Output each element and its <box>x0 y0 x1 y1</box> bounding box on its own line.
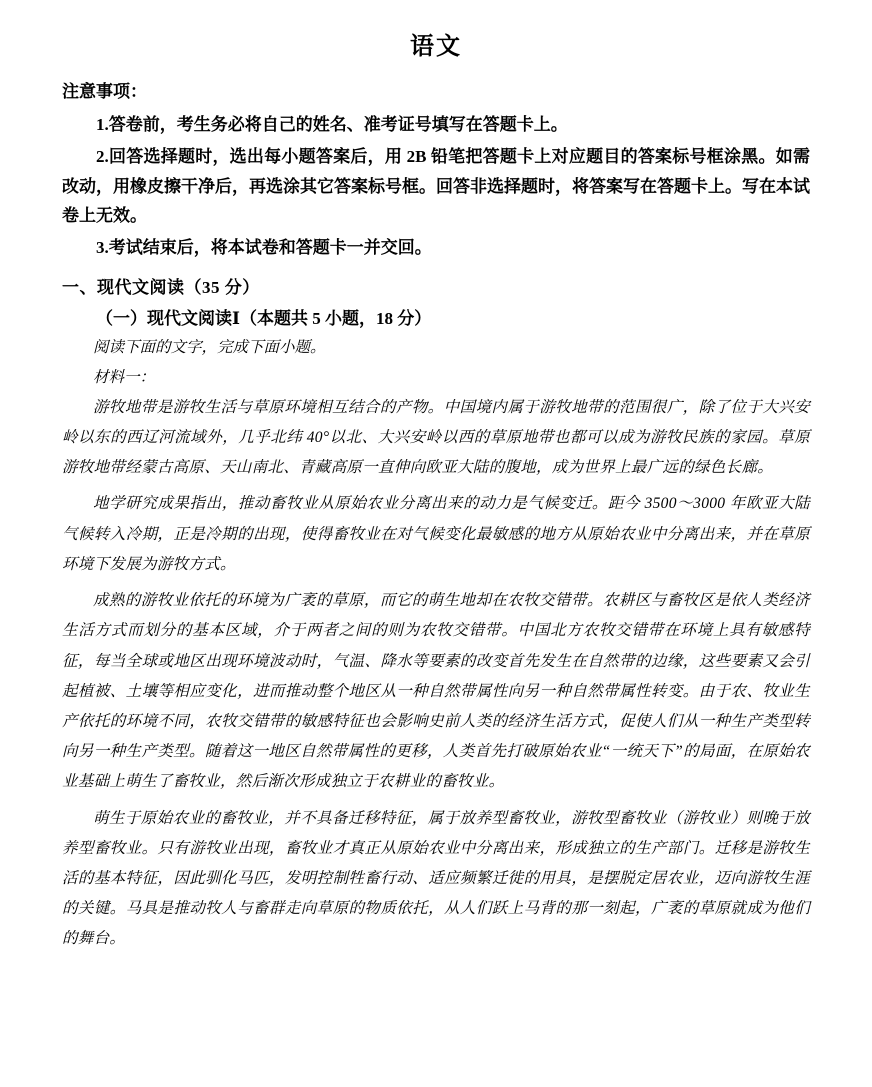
material-paragraph-4: 萌生于原始农业的畜牧业，并不具备迁移特征，属于放养型畜牧业，游牧型畜牧业（游牧业）则晚于放养型畜牧业。只有游牧业出现，畜牧业才真正从原始农业中分离出来，形成独立的生产部门。迁移是游牧生活的基本特征，因此驯化马匹，发明控制牲畜行动、适应频繁迁徙的用具，是摆脱定居农业，迈向游牧生涯的关键。马具是推动牧人与畜群走向草原的物质依托，从人们跃上马背的那一刻起，广袤的草原就成为他们的舞台。 <box>62 809 810 948</box>
page-title: 语文 <box>410 34 462 60</box>
material-paragraph-3: 成熟的游牧业依托的环境为广袤的草原，而它的萌生地却在农牧交错带。农耕区与畜牧区是依人类经济生活方式而划分的基本区域，介于两者之间的则为农牧交错带。中国北方农牧交错带在环境上具有敏感特征，每当全球或地区出现环境波动时，气温、降水等要素的改变首先发生在自然带的边缘，这些要素又会引起植被、土壤等相应变化，进而推动整个地区从一种自然带属性向另一种自然带属性转变。由于农、牧业生产依托的环境不同，农牧交错带的敏感特征也会影响史前人类的经济生活方式，促使人们从一种生产类型转向另一种生产类型。随着这一地区自然带属性的更移，人类首先打破原始农业“一统天下”的局面，在原始农业基础上萌生了畜牧业，然后渐次形成独立于农耕业的畜牧业。 <box>62 592 810 791</box>
notice-item-3: 3.考试结束后，将本试卷和答题卡一并交回。 <box>96 238 432 257</box>
notice-heading: 注意事项： <box>62 82 147 101</box>
section-heading-one: 一、现代文阅读（35 分） <box>62 277 260 297</box>
material-paragraph-2: 地学研究成果指出，推动畜牧业从原始农业分离出来的动力是气候变迁。距今 3500～3000 年欧亚大陆气候转入冷期，正是冷期的出现，使得畜牧业在对气候变化最敏感的地方从原始农业中分离出来，并在草原环境下发展为游牧方式。 <box>62 495 810 573</box>
notice-item-1: 1.答卷前，考生务必将自己的姓名、准考证号填写在答题卡上。 <box>96 115 568 134</box>
material-label-one: 材料一： <box>93 368 156 386</box>
material-paragraph-1: 游牧地带是游牧生活与草原环境相互结合的产物。中国境内属于游牧地带的范围很广，除了位于大兴安岭以东的西辽河流域外，几乎北纬 40°以北、大兴安岭以西的草原地带也都可以成为游牧民族的家园。草原游牧地带经蒙古高原、天山南北、青藏高原一直伸向欧亚大陆的腹地，成为世界上最广远的绿色长廊。 <box>62 398 810 477</box>
reading-instruction: 阅读下面的文字，完成下面小题。 <box>93 338 326 356</box>
notice-item-2: 2.回答选择题时，选出每小题答案后，用 2B 铅笔把答题卡上对应题目的答案标号框涂黑。如需改动，用橡皮擦干净后，再选涂其它答案标号框。回答非选择题时，将答案写在答题卡上。写在本试卷上无效。 <box>62 146 810 226</box>
subsection-heading-one: （一）现代文阅读Ⅰ（本题共 5 小题，18 分） <box>96 308 432 328</box>
